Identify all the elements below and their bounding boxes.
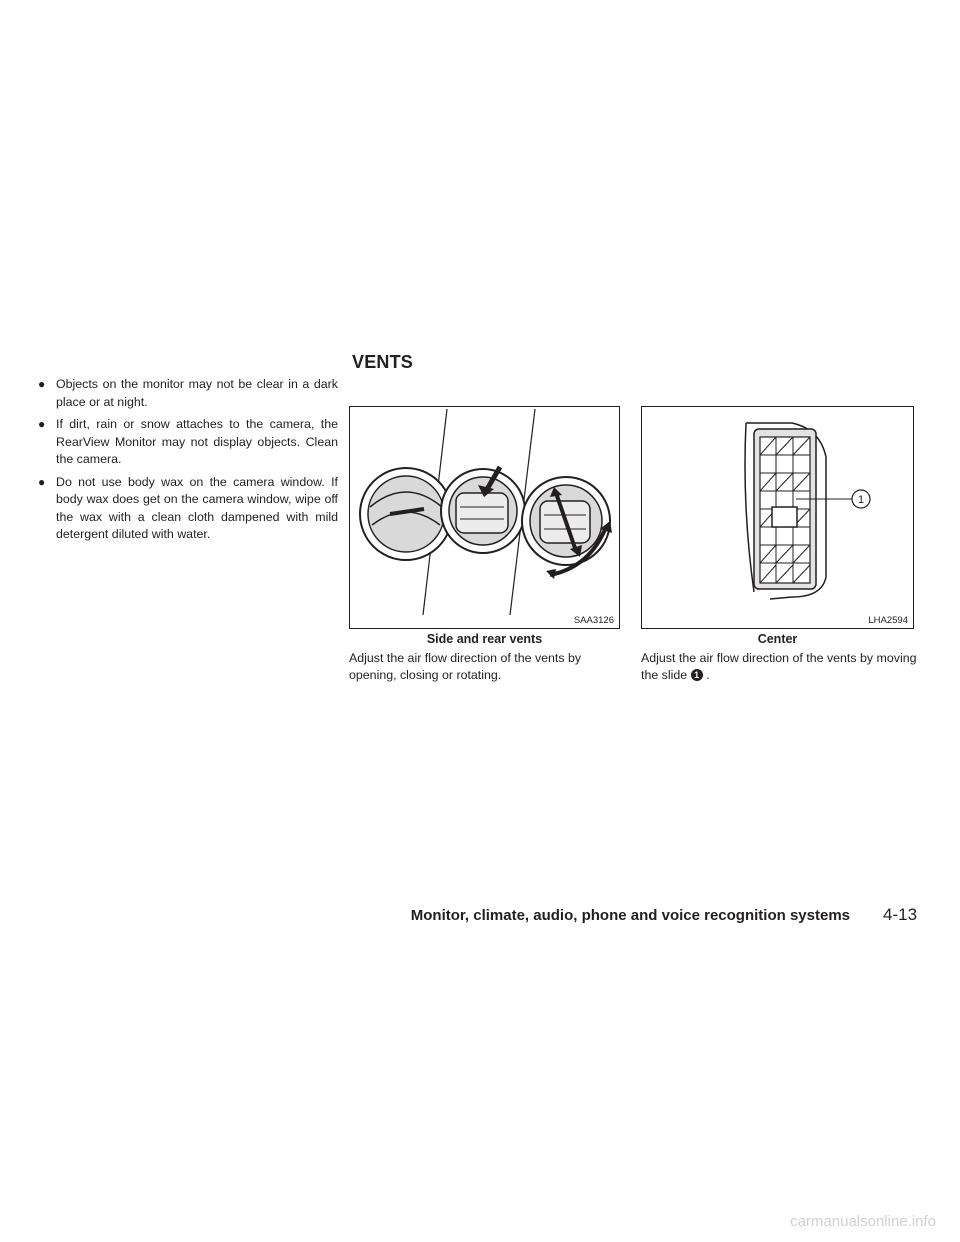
bullet-icon: ● — [38, 474, 46, 489]
bullet-icon: ● — [38, 417, 46, 431]
center-vent-text-main: Adjust the air flow direction of the vents by moving the slide — [641, 651, 917, 682]
side-vents-caption: Side and rear vents — [426, 632, 543, 646]
bullet-item — [38, 474, 338, 544]
figure-code: LHA2594 — [868, 615, 908, 626]
center-vent-text — [641, 650, 919, 684]
callout-number-icon: 1 — [691, 669, 703, 681]
page-number: 4-13 — [883, 905, 918, 924]
section-title: VENTS — [352, 352, 414, 372]
center-vent-text-end: . — [706, 668, 710, 682]
side-vents-text: Adjust the air flow direction of the vents by opening, closing or rotating. — [349, 651, 582, 682]
bullet-item — [38, 416, 338, 469]
caution-bullet-list — [38, 376, 338, 549]
watermark: carmanualsonline.info — [790, 1213, 936, 1230]
figure-code: SAA3126 — [573, 615, 614, 626]
side-rear-vents-figure — [349, 406, 620, 629]
bullet-text: If dirt, rain or snow attaches to the camera, the RearView Monitor may not display objects. Clean the camera. — [56, 417, 338, 466]
callout-label: 1 — [857, 494, 865, 506]
bullet-text: Do not use body wax on the camera window. If body wax does get on the camera window, wipe off the wax with a clean cloth dampened with mild detergent diluted with water. — [56, 474, 338, 541]
bullet-item — [38, 376, 338, 411]
center-vent-caption: Center — [757, 632, 798, 646]
bullet-icon: ● — [38, 377, 46, 391]
bullet-text: Objects on the monitor may not be clear in a dark place or at night. — [56, 377, 338, 409]
side-rear-vents-illustration — [350, 407, 619, 628]
center-vent-illustration — [642, 407, 913, 628]
footer-section-title: Monitor, climate, audio, phone and voice recognition systems — [410, 907, 850, 924]
center-vent-figure — [641, 406, 914, 629]
